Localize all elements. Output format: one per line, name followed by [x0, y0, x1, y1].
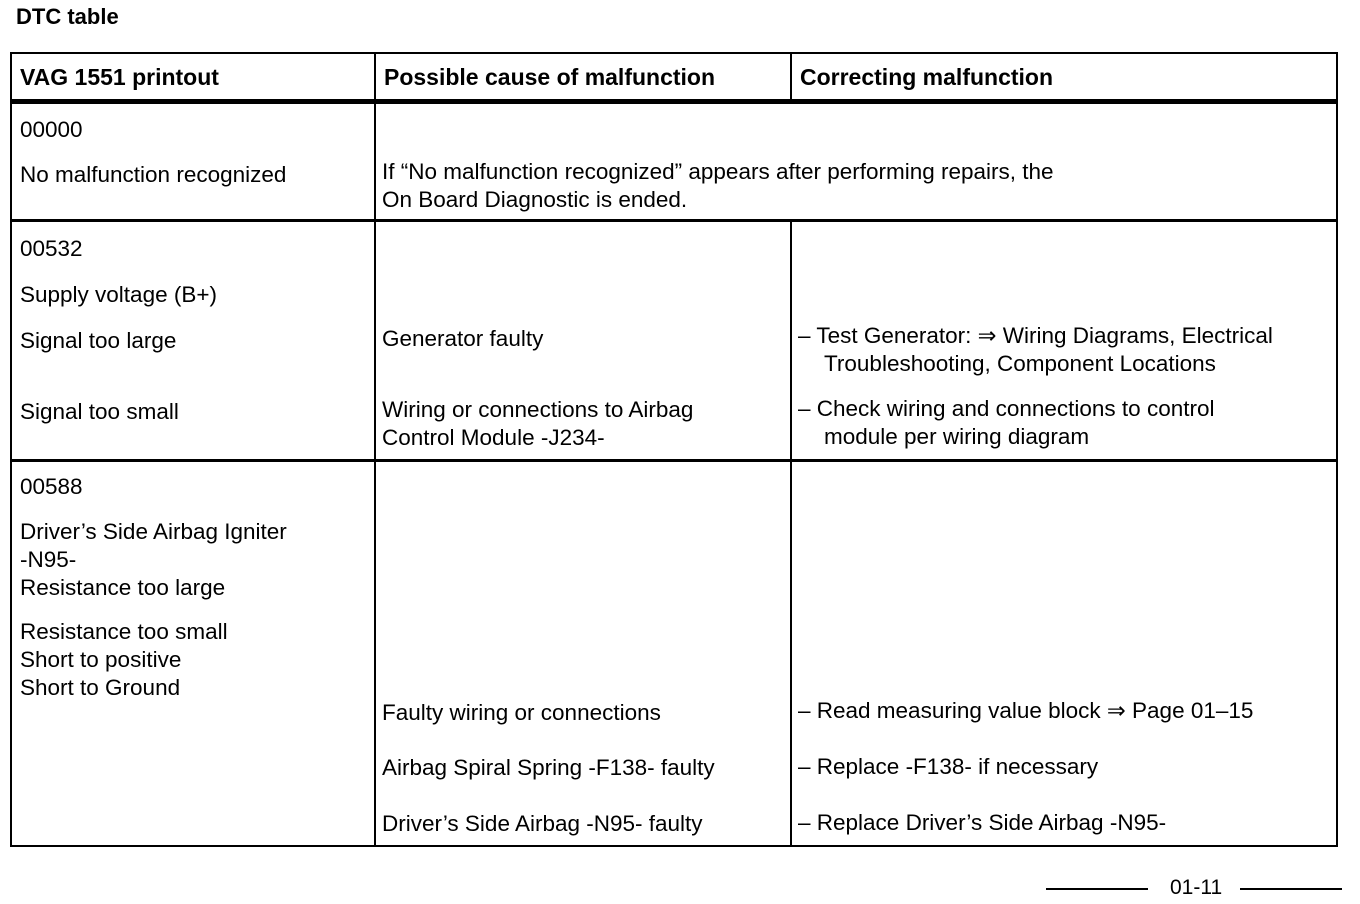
- fix-test-generator-line2: Troubleshooting, Component Locations: [824, 351, 1216, 376]
- cause-driver-airbag: Driver’s Side Airbag -N95- faulty: [382, 811, 703, 836]
- cause-wiring-line1: Wiring or connections to Airbag: [382, 397, 694, 422]
- footer-rule-right: [1240, 888, 1342, 890]
- table-header: [12, 54, 1336, 104]
- cause-wiring-line2: Control Module -J234-: [382, 425, 605, 450]
- dtc-desc-line5: Short to positive: [20, 647, 182, 672]
- fix-replace-f138: – Replace -F138- if necessary: [798, 754, 1099, 779]
- dtc-desc-line3: Resistance too large: [20, 575, 226, 600]
- fix-read-measuring-block: – Read measuring value block ⇒ Page 01–15: [798, 698, 1254, 723]
- header-printout: VAG 1551 printout: [20, 64, 219, 90]
- dtc-signal-too-large: Signal too large: [20, 328, 177, 353]
- row-divider-1: [12, 219, 1336, 222]
- page-title: DTC table: [16, 4, 119, 29]
- dtc-table: [10, 52, 1338, 847]
- column-divider-2: [790, 222, 792, 847]
- row1-note-line2: On Board Diagnostic is ended.: [382, 187, 688, 212]
- fix-replace-airbag: – Replace Driver’s Side Airbag -N95-: [798, 810, 1167, 835]
- cause-generator-faulty: Generator faulty: [382, 326, 544, 351]
- dtc-code-00000: 00000: [20, 117, 83, 142]
- dtc-signal-too-small: Signal too small: [20, 399, 179, 424]
- fix-check-wiring-line2: module per wiring diagram: [824, 424, 1090, 449]
- dtc-code-00532: 00532: [20, 236, 83, 261]
- cause-faulty-wiring: Faulty wiring or connections: [382, 700, 661, 725]
- header-correction: Correcting malfunction: [800, 64, 1054, 90]
- dtc-desc-line6: Short to Ground: [20, 675, 181, 700]
- dtc-code-00588: 00588: [20, 474, 83, 499]
- row-divider-2: [12, 459, 1336, 462]
- fix-test-generator-line1: – Test Generator: ⇒ Wiring Diagrams, Electrical: [798, 323, 1273, 348]
- fix-check-wiring-line1: – Check wiring and connections to control: [798, 396, 1215, 421]
- dtc-desc-no-malfunction: No malfunction recognized: [20, 162, 287, 187]
- cause-spiral-spring: Airbag Spiral Spring -F138- faulty: [382, 755, 715, 780]
- column-divider-2-header: [790, 54, 792, 104]
- dtc-desc-line2: -N95-: [20, 547, 77, 572]
- dtc-desc-line4: Resistance too small: [20, 619, 228, 644]
- dtc-desc-line1: Driver’s Side Airbag Igniter: [20, 519, 287, 544]
- column-divider-1: [374, 54, 376, 847]
- header-cause: Possible cause of malfunction: [384, 64, 716, 90]
- row1-note-line1: If “No malfunction recognized” appears after performing repairs, the: [382, 159, 1054, 184]
- page-number: 01-11: [1170, 876, 1223, 899]
- footer-rule-left: [1046, 888, 1148, 890]
- dtc-desc-supply-voltage: Supply voltage (B+): [20, 282, 217, 307]
